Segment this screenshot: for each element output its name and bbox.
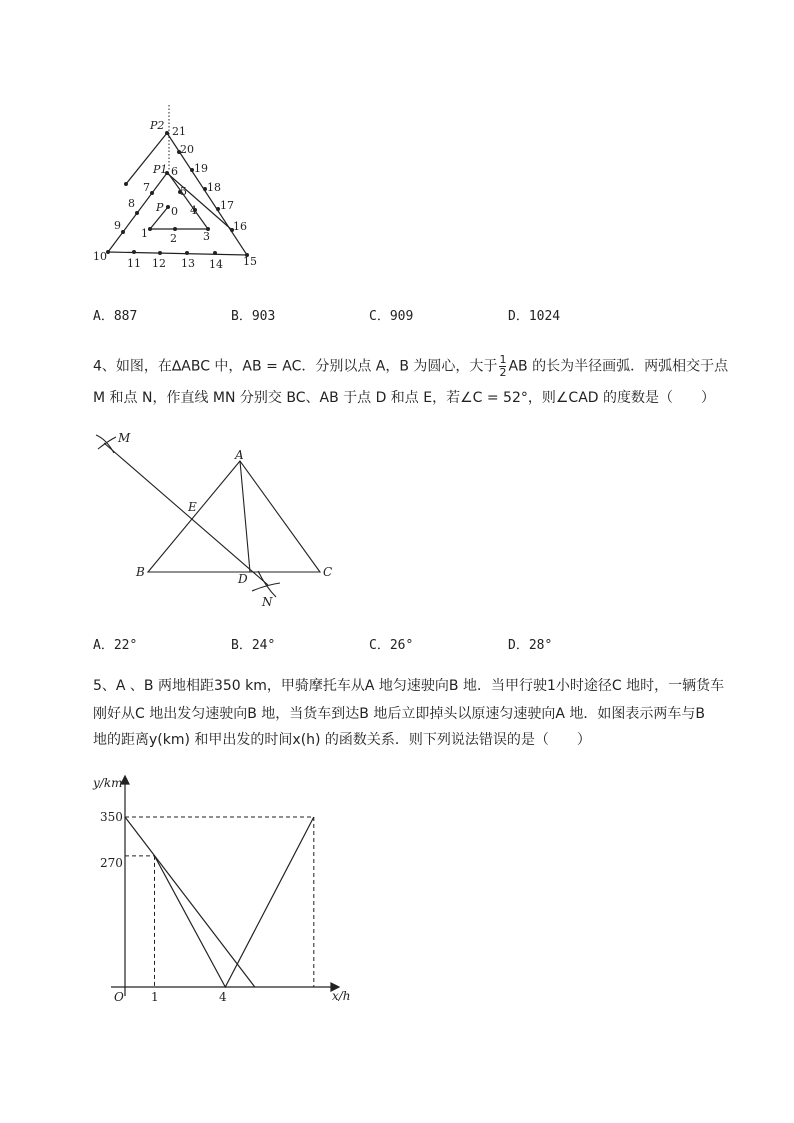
label-2: 2 [170, 232, 177, 245]
label-21: 21 [172, 125, 186, 138]
q4-stem-line1: 4、如图，在∆ABC 中，AB = AC．分别以点 A，B 为圆心，大于 $\frac{1}{2}$ AB 的长为半径画弧．两弧相交于点 [93, 353, 729, 379]
label-n: N [262, 595, 273, 609]
y-axis-label: y/km [93, 776, 123, 790]
y-tick-350: 350 [100, 810, 123, 824]
q5-stem-line2: 刚好从C 地出发匀速驶向B 地，当货车到达B 地后立即掉头以原速匀速驶向A 地．如图表示两车与B [93, 706, 705, 722]
line-mn [104, 443, 268, 585]
label-12: 12 [152, 257, 166, 270]
label-20: 20 [180, 143, 194, 156]
q4-option-c[interactable]: C．26° [369, 638, 414, 653]
q3-option-b[interactable]: B．903 [231, 309, 276, 324]
label-b: B [136, 565, 145, 579]
label-19: 19 [194, 162, 208, 175]
label-1: 1 [141, 227, 148, 240]
q5-distance-time-chart [85, 768, 365, 1008]
label-m: M [118, 431, 131, 445]
label-3: 3 [203, 230, 210, 243]
label-a: A [235, 448, 244, 462]
label-14: 14 [209, 258, 223, 271]
q3-spiral-figure [80, 95, 280, 285]
label-8: 8 [128, 197, 135, 210]
q4-option-a[interactable]: A．22° [93, 638, 138, 653]
q4-option-b[interactable]: B．24° [231, 638, 276, 653]
q4-stem-line2: M 和点 N，作直线 MN 分别交 BC、AB 于点 D 和点 E，若∠C = 52°，则∠CAD 的度数是（ ） [93, 390, 716, 406]
label-p0: P [156, 201, 164, 214]
q3-option-d[interactable]: D．1024 [508, 309, 561, 324]
label-10: 10 [93, 250, 107, 263]
label-e: E [188, 500, 197, 514]
label-15: 15 [243, 255, 257, 268]
label-5: 5 [180, 185, 187, 198]
middle-spiral [126, 133, 167, 184]
label-p2: P2 [150, 119, 165, 132]
label-13: 13 [181, 257, 195, 270]
x-axis-label: x/h [332, 989, 351, 1003]
series-line-1 [125, 817, 255, 987]
y-tick-270: 270 [100, 856, 123, 870]
label-p1: P1 [153, 163, 168, 176]
label-18: 18 [207, 181, 221, 194]
line-ad [240, 461, 250, 572]
q5-stem-line1: 5、A 、B 两地相距350 km，甲骑摩托车从A 地匀速驶向B 地．当甲行驶1小时途径C 地时，一辆货车 [93, 678, 725, 694]
label-9: 9 [114, 219, 121, 232]
label-11: 11 [127, 257, 141, 270]
q4-triangle-figure [90, 425, 350, 615]
x-tick-1: 1 [151, 990, 159, 1004]
q5-stem-line3: 地的距离y(km) 和甲出发的时间x(h) 的函数关系．则下列说法错误的是（ ） [93, 732, 591, 748]
fraction-half: $\frac{1}{2}$ [499, 353, 507, 379]
label-6: 6 [171, 165, 178, 178]
label-0: 0 [171, 205, 178, 218]
series-line-2 [155, 817, 314, 987]
origin-label: O [114, 990, 124, 1004]
q4-option-d[interactable]: D．28° [508, 638, 553, 653]
label-d: D [238, 572, 248, 586]
label-16: 16 [233, 220, 247, 233]
label-c: C [323, 565, 333, 579]
label-17: 17 [220, 199, 234, 212]
q3-option-c[interactable]: C．909 [369, 309, 414, 324]
q3-option-a[interactable]: A．887 [93, 309, 138, 324]
label-7: 7 [143, 181, 150, 194]
x-tick-4: 4 [219, 990, 227, 1004]
label-4: 4 [190, 204, 197, 217]
